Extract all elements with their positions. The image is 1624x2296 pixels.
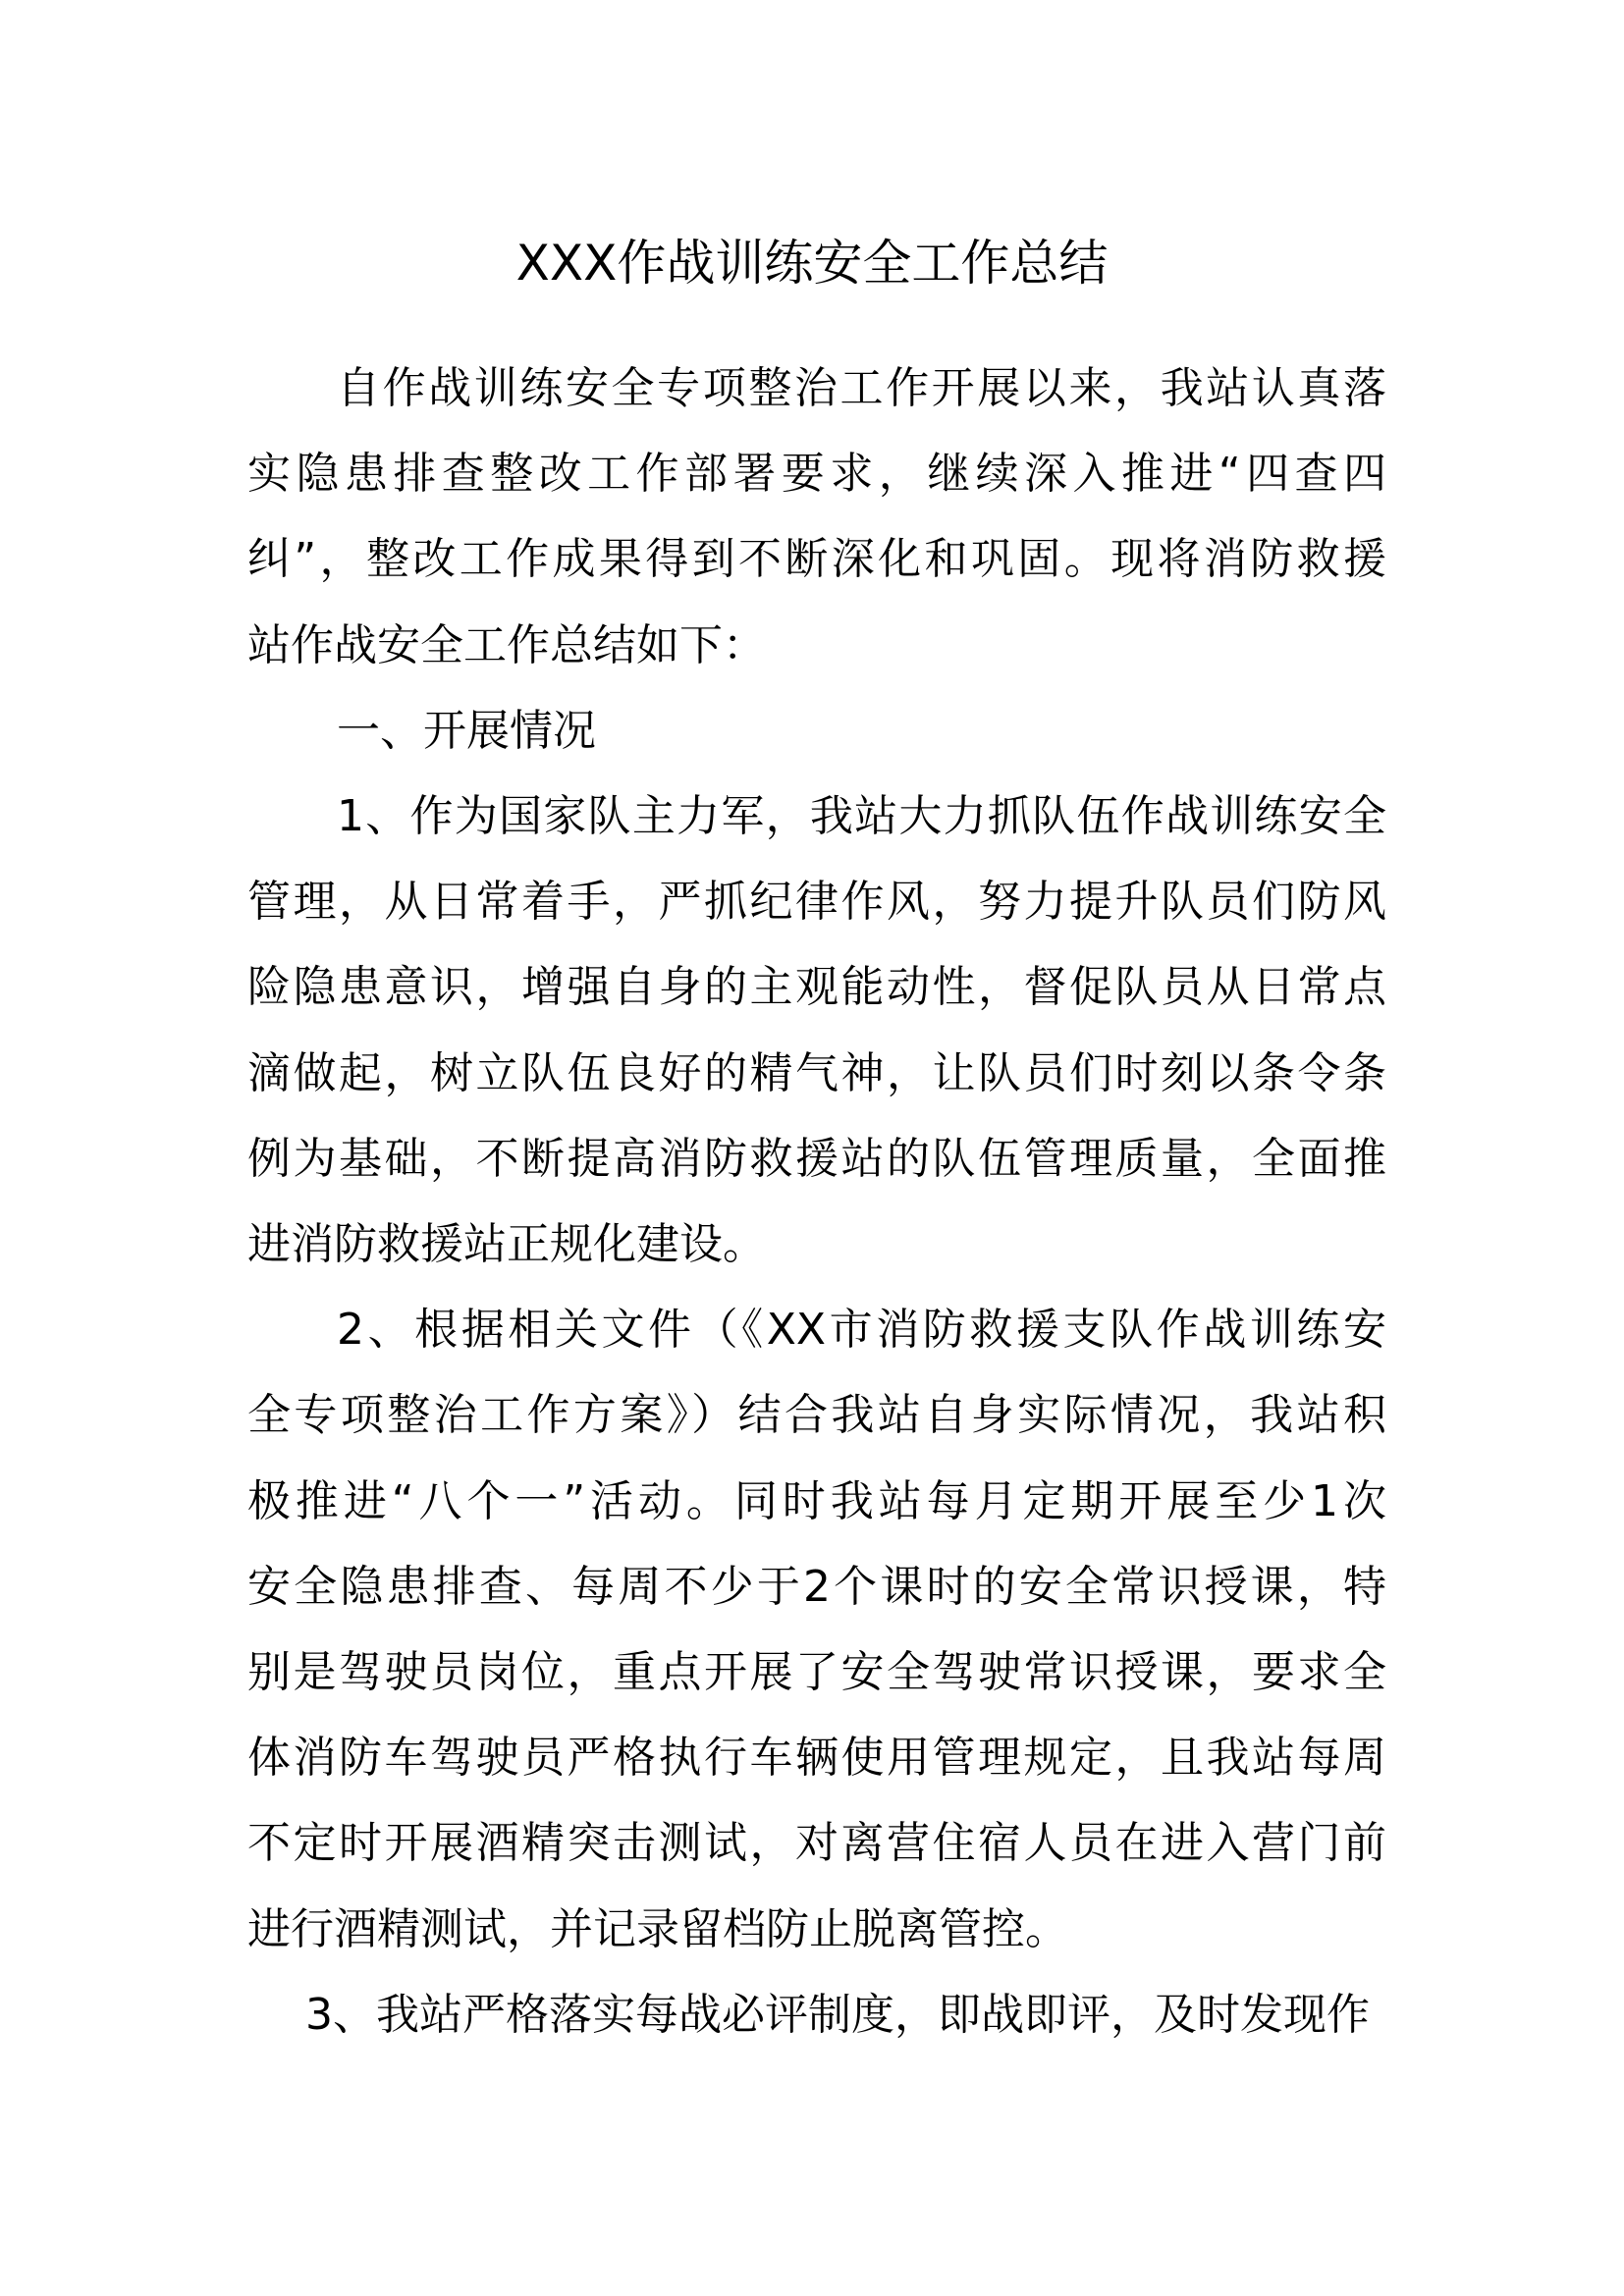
paragraph-4-line: 体消防车驾驶员严格执行车辆使用管理规定，且我站每周 (247, 1733, 1386, 1783)
paragraph-1-line: 站作战安全工作总结如下： (247, 620, 766, 670)
paragraph-1-line: 自作战训练安全专项整治工作开展以来，我站认真落 (337, 363, 1386, 413)
paragraph-3-line: 例为基础，不断提高消防救援站的队伍管理质量，全面推 (247, 1134, 1386, 1184)
paragraph-1-line: 实隐患排查整改工作部署要求，继续深入推进“四查四 (247, 449, 1386, 499)
paragraph-2-line: 一、开展情况 (337, 706, 596, 756)
paragraph-4-line: 极推进“八个一”活动。同时我站每月定期开展至少1次 (247, 1476, 1386, 1526)
paragraph-3-line: 进消防救援站正规化建设。 (247, 1219, 766, 1269)
paragraph-1-line: 纠”，整改工作成果得到不断深化和巩固。现将消防救援 (247, 534, 1386, 584)
document-title: XXX作战训练安全工作总结 (515, 235, 1109, 292)
paragraph-4-line: 全专项整治工作方案》）结合我站自身实际情况，我站积 (247, 1390, 1386, 1440)
paragraph-4-line: 不定时开展酒精突击测试，对离营住宿人员在进入营门前 (247, 1818, 1386, 1868)
paragraph-3-line: 管理，从日常着手，严抓纪律作风，努力提升队员们防风 (247, 877, 1386, 927)
paragraph-4-line: 别是驾驶员岗位，重点开展了安全驾驶常识授课，要求全 (247, 1647, 1386, 1697)
paragraph-3-line: 1、作为国家队主力军，我站大力抓队伍作战训练安全 (337, 791, 1386, 841)
paragraph-3-line: 滴做起，树立队伍良好的精气神，让队员们时刻以条令条 (247, 1048, 1386, 1098)
paragraph-3-line: 险隐患意识，增强自身的主观能动性，督促队员从日常点 (247, 962, 1386, 1012)
paragraph-4-line: 安全隐患排查、每周不少于2个课时的安全常识授课，特 (247, 1562, 1386, 1612)
paragraph-4-line: 进行酒精测试，并记录留档防止脱离管控。 (247, 1904, 1068, 1954)
paragraph-4-line: 2、根据相关文件（《XX市消防救援支队作战训练安 (337, 1305, 1386, 1355)
paragraph-5-line: 3、我站严格落实每战必评制度，即战即评，及时发现作 (305, 1990, 1370, 2040)
